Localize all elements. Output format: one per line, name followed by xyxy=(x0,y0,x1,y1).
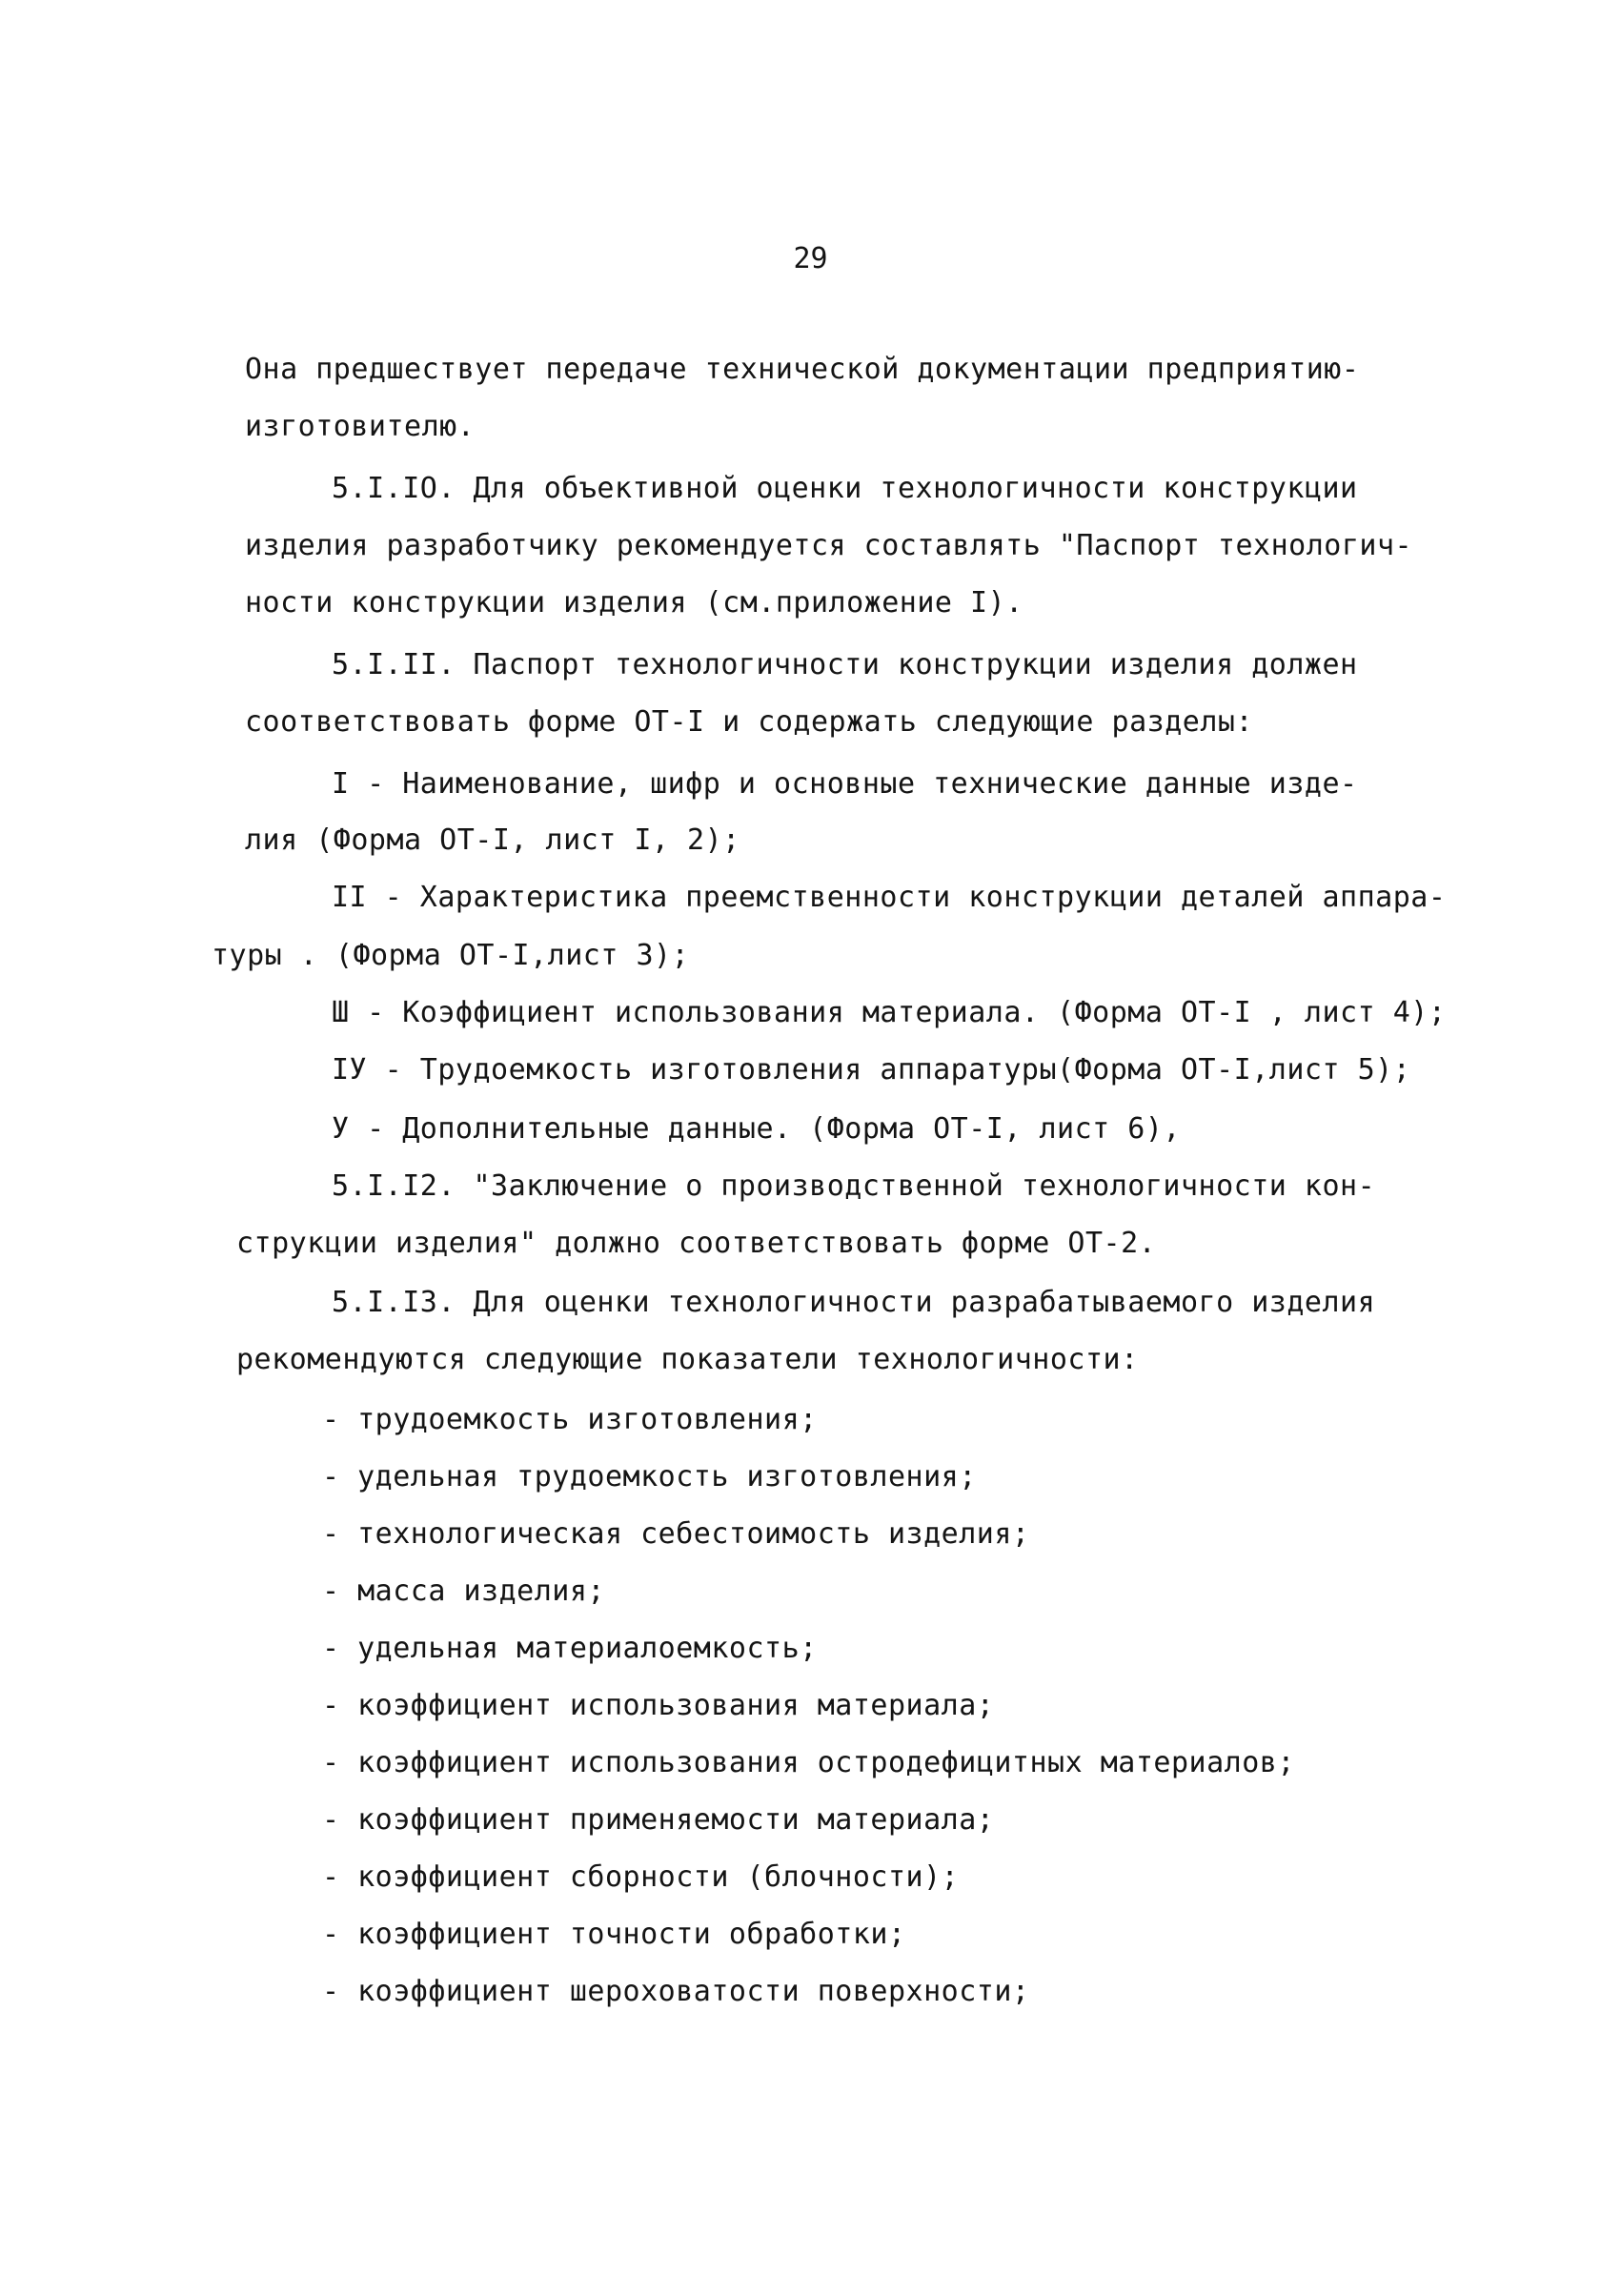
list-item: - удельная материалоемкость; xyxy=(322,1632,818,1665)
list-item: - коэффициент сборности (блочности); xyxy=(322,1860,960,1894)
text-line: 5.I.I2. "Заключение о производственной технологичности кон- xyxy=(332,1169,1376,1203)
text-line: I - Наименование, шифр и основные технические данные изде- xyxy=(332,767,1358,801)
text-line: Ш - Коэффициент использования материала. (Форма ОТ-I , лист 4); xyxy=(332,996,1447,1029)
text-line: струкции изделия" должно соответствовать форме ОТ-2. xyxy=(236,1227,1157,1260)
list-item: - технологическая себестоимость изделия; xyxy=(322,1517,1030,1551)
text-line: рекомендуются следующие показатели технологичности: xyxy=(236,1343,1139,1376)
list-item: - коэффициент шероховатости поверхности; xyxy=(322,1975,1030,2008)
list-item: - удельная трудоемкость изготовления; xyxy=(322,1460,977,1493)
text-line: ности конструкции изделия (см.приложение I). xyxy=(245,586,1023,620)
page-number: 29 xyxy=(793,242,828,275)
text-line: 5.I.I3. Для оценки технологичности разрабатываемого изделия xyxy=(332,1286,1376,1319)
text-line: соответствовать форме ОТ-I и содержать следующие разделы: xyxy=(245,705,1254,739)
text-line: туры . (Форма ОТ-I,лист 3); xyxy=(212,939,690,972)
list-item: - трудоемкость изготовления; xyxy=(322,1403,818,1436)
text-line: изготовителю. xyxy=(245,410,476,443)
text-line: изделия разработчику рекомендуется составлять "Паспорт технологич- xyxy=(245,529,1413,562)
text-line: II - Характеристика преемственности конструкции деталей аппара- xyxy=(332,881,1447,914)
text-line: 5.I.IO. Для объективной оценки технологичности конструкции xyxy=(332,472,1358,505)
text-line: У - Дополнительные данные. (Форма ОТ-I, лист 6), xyxy=(332,1112,1181,1146)
text-line: лия (Форма ОТ-I, лист I, 2); xyxy=(245,823,740,857)
text-line: Она предшествует передаче технической документации предприятию- xyxy=(245,353,1360,386)
text-line: IУ - Трудоемкость изготовления аппаратуры(Форма ОТ-I,лист 5); xyxy=(332,1053,1411,1087)
list-item: - коэффициент применяемости материала; xyxy=(322,1803,995,1837)
list-item: - коэффициент точности обработки; xyxy=(322,1918,906,1951)
list-item: - масса изделия; xyxy=(322,1575,605,1608)
list-item: - коэффициент использования материала; xyxy=(322,1689,995,1722)
text-line: 5.I.II. Паспорт технологичности конструкции изделия должен xyxy=(332,648,1358,681)
list-item: - коэффициент использования остродефицитных материалов; xyxy=(322,1746,1295,1779)
